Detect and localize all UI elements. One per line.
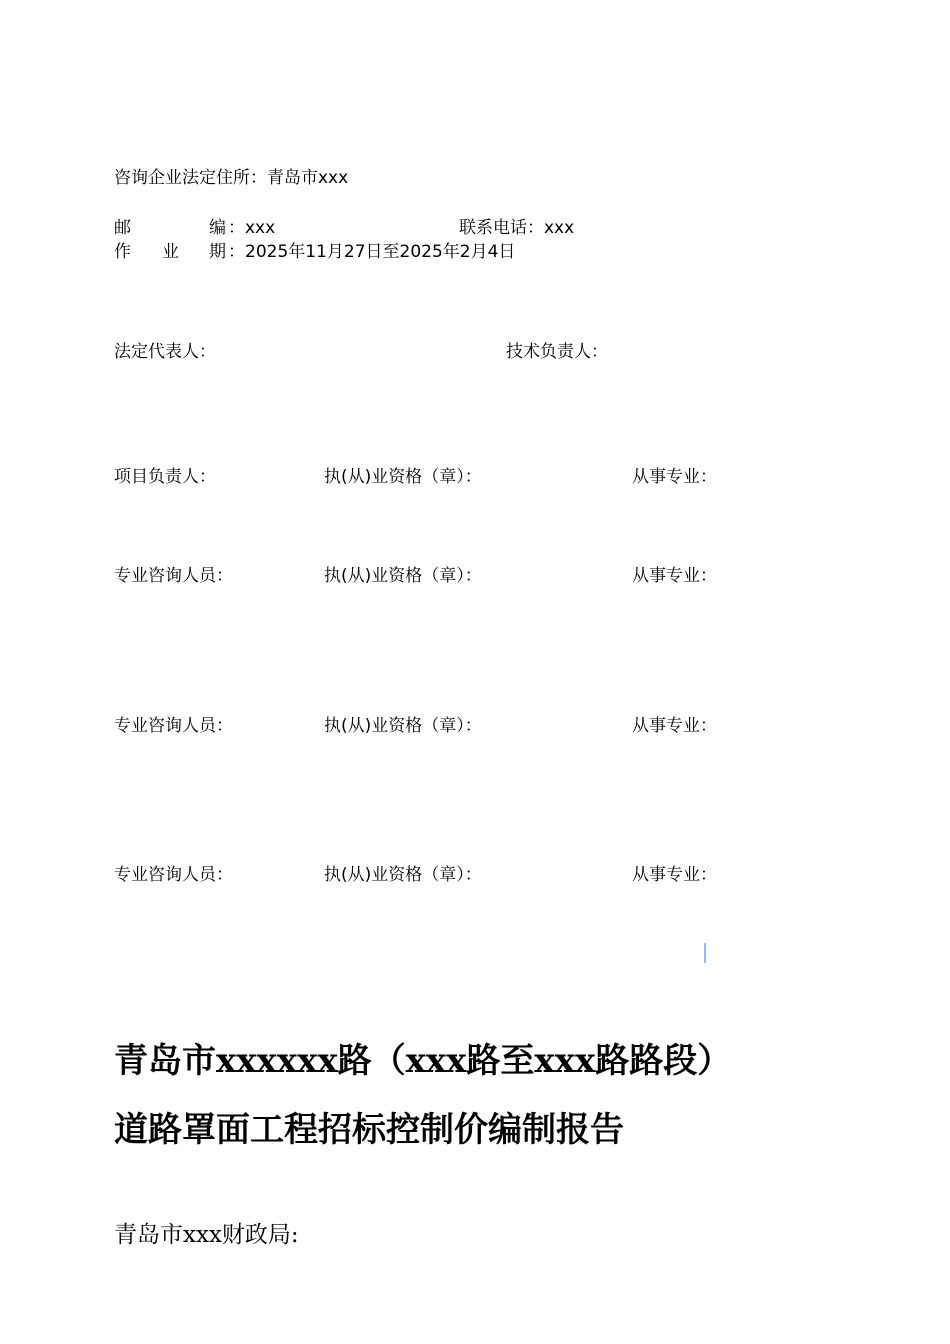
firm-address: 咨询企业法定住所：青岛市xxx xyxy=(114,168,349,188)
staff-role: 项目负责人： xyxy=(114,467,216,487)
postcode-value: ：xxx xyxy=(228,218,276,238)
technical-lead-label: 技术负责人： xyxy=(506,342,608,362)
postcode-label-end: 编 xyxy=(209,218,226,238)
report-title-line-1: 青岛市xxxxxx路（xxx路至xxx路路段） xyxy=(114,1041,732,1081)
period-value: ：2025年11月27日至2025年2月4日 xyxy=(228,242,516,262)
staff-qualification: 执(从)业资格（章）： xyxy=(324,716,482,736)
staff-major: 从事专业： xyxy=(632,467,717,487)
legal-representative-label: 法定代表人： xyxy=(114,342,216,362)
report-title-line-2: 道路罩面工程招标控制价编制报告 xyxy=(114,1110,624,1150)
postcode-label xyxy=(114,218,131,238)
text-cursor xyxy=(704,943,706,963)
staff-role: 专业咨询人员： xyxy=(114,865,233,885)
postcode-label-char-1: 邮 xyxy=(114,218,131,238)
period-label-char-2: 业 xyxy=(162,242,179,262)
staff-role: 专业咨询人员： xyxy=(114,716,233,736)
period-label-char-1: 作 xyxy=(114,242,131,262)
addressee: 青岛市xxx财政局: xyxy=(114,1222,299,1248)
staff-major: 从事专业： xyxy=(632,566,717,586)
contact-phone: 联系电话：xxx xyxy=(459,218,575,238)
staff-qualification: 执(从)业资格（章）： xyxy=(324,566,482,586)
staff-qualification: 执(从)业资格（章）： xyxy=(324,865,482,885)
staff-role: 专业咨询人员： xyxy=(114,566,233,586)
staff-major: 从事专业： xyxy=(632,716,717,736)
period-label-char-3: 期 xyxy=(209,242,226,262)
staff-qualification: 执(从)业资格（章）： xyxy=(324,467,482,487)
staff-major: 从事专业： xyxy=(632,865,717,885)
